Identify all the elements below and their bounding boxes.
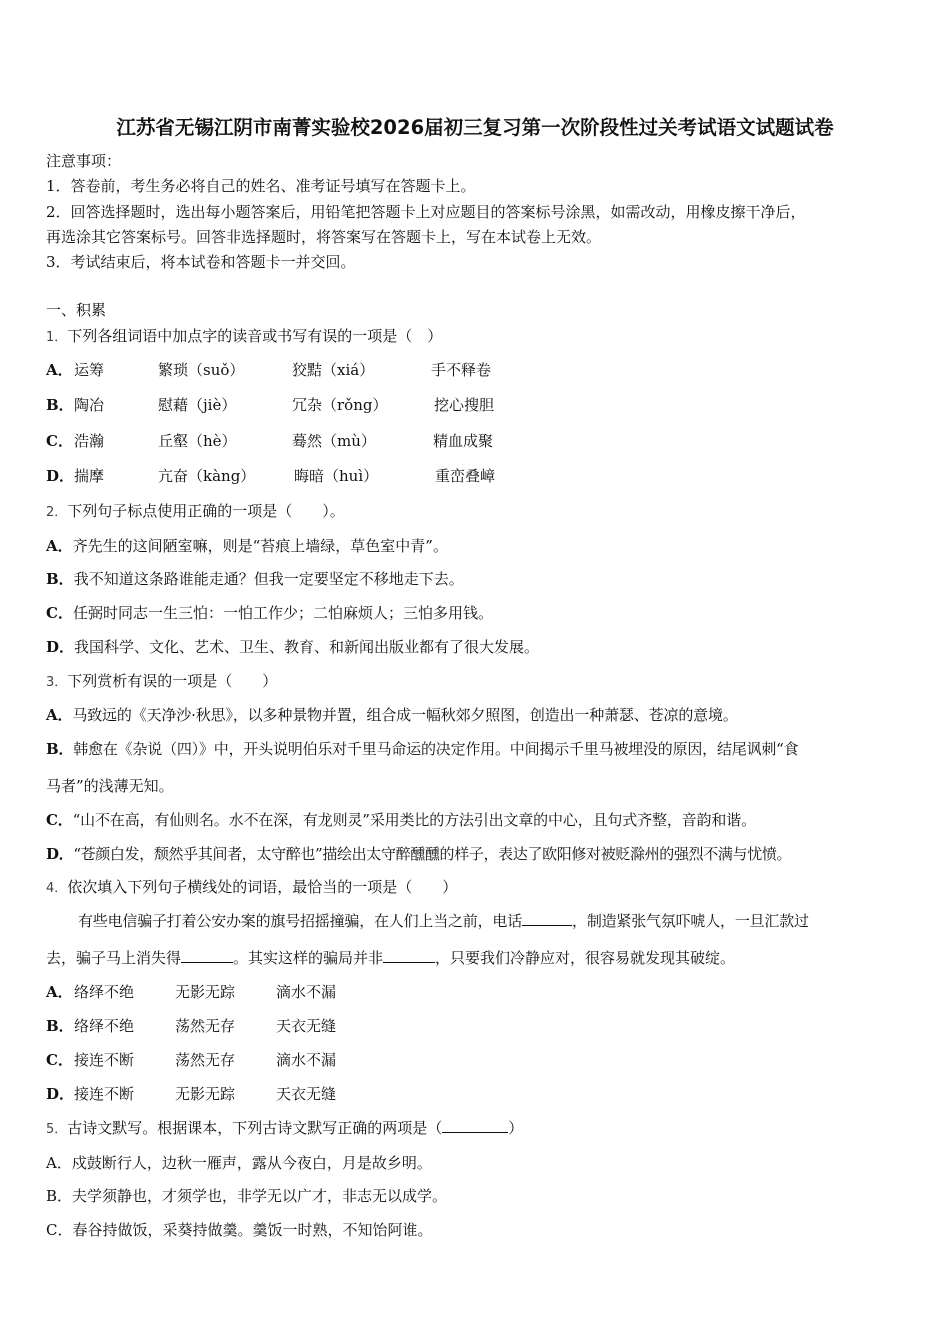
question-number: 5． [46,1122,68,1137]
q3-option-d [46,844,791,864]
option-text: 戍鼓断行人，边秋一雁声，露从今夜白，月是故乡明。 [71,1154,432,1172]
question-text: 下列各组词语中加点字的读音或书写有误的一项是（ ） [67,327,443,345]
answer-blank[interactable] [442,1118,508,1133]
q4-option-a-label: A． [46,983,73,1001]
q1-option-b-word: 陶冶 [74,396,105,414]
option-label: D． [46,845,74,863]
notice-heading: 注意事项： [46,152,122,170]
option-label: A． [46,706,73,724]
q1-option-a-label: A． [46,361,73,379]
exam-title: 江苏省无锡江阴市南菁实验校2026届初三复习第一次阶段性过关考试语文试题试卷 [116,116,834,139]
question-text: 下列赏析有误的一项是（ ） [67,672,278,690]
section-heading: 一、积累 [46,301,107,319]
q2-option-c [46,603,493,623]
passage-text: ，只要我们冷静应对，很容易就发现其破绽。 [435,949,736,967]
passage-text: 去，骗子马上消失得 [46,949,182,967]
q4-option-d-word: 天衣无缝 [276,1085,337,1103]
question-number: 2． [46,505,68,520]
q4-option-d-word: 接连不断 [74,1085,135,1103]
q4-option-a-word: 络绎不绝 [74,983,135,1001]
option-text: 韩愈在《杂说（四）》中，开头说明伯乐对千里马命运的决定作用。中间揭示千里马被埋没的原因，结尾讽刺“食 [73,740,799,758]
fill-blank-1[interactable] [522,911,572,926]
fill-blank-2[interactable] [181,948,233,963]
q1-option-b-word: 挖心搜胆 [434,396,495,414]
q2-option-a [46,536,448,556]
q4-option-b-label: B． [46,1017,74,1035]
option-label: D． [46,638,75,656]
option-label: C． [46,811,73,829]
notice-item-2: 2．回答选择题时，选出每小题答案后，用铅笔把答题卡上对应题目的答案标号涂黑，如需改动，用橡皮擦干净后， [46,203,806,221]
question-number: 4． [46,881,68,896]
option-text: 春谷持做饭，采葵持做羹。羹饭一时熟，不知饴阿谁。 [72,1221,433,1239]
notice-item-2-cont: 再选涂其它答案标号。回答非选择题时，将答案写在答题卡上，写在本试卷上无效。 [46,228,602,246]
question-text: 下列句子标点使用正确的一项是（ ）。 [67,502,345,520]
question-text: ） [508,1119,524,1137]
option-text: 马致远的《天净沙·秋思》，以多种景物并置，组合成一幅秋郊夕照图，创造出一种萧瑟、苍凉的意境。 [72,706,738,724]
option-label: A． [46,1154,72,1172]
option-label: C． [46,1221,73,1239]
option-text: “山不在高，有仙则名。水不在深，有龙则灵”采用类比的方法引出文章的中心，且句式齐整，音韵和谐。 [72,811,756,829]
q3-option-b-cont: 马者”的浅薄无知。 [46,777,174,795]
q1-option-a-word: 狡黠（xiá） [292,361,375,379]
question-5-stem [46,1118,523,1140]
question-text: 古诗文默写。根据课本，下列古诗文默写正确的两项是（ [67,1119,443,1137]
q4-passage-line-1 [78,911,809,931]
q2-option-d [46,637,539,657]
notice-item-3: 3．考试结束后，将本试卷和答题卡一并交回。 [46,253,356,271]
q5-option-a [46,1153,432,1173]
option-text: 夫学须静也，才须学也，非学无以广才，非志无以成学。 [72,1187,448,1205]
q1-option-c-word: 浩瀚 [74,432,105,450]
option-label: C． [46,604,73,622]
option-text: 我不知道这条路谁能走通？但我一定要坚定不移地走下去。 [73,570,464,588]
q4-option-c-word: 接连不断 [74,1051,135,1069]
q1-option-b-label: B． [46,396,74,414]
question-number: 3． [46,675,68,690]
option-text: “苍颜白发，颓然乎其间者，太守醉也”描绘出太守醉醺醺的样子，表达了欧阳修对被贬滁州的强烈不满与忧愤。 [73,845,792,863]
q4-option-b-word: 天衣无缝 [276,1017,337,1035]
q4-option-a-word: 滴水不漏 [276,983,337,1001]
q1-option-d-word: 揣摩 [74,467,105,485]
q1-option-d-label: D． [46,467,75,485]
notice-item-1: 1．答卷前，考生务必将自己的姓名、准考证号填写在答题卡上。 [46,177,476,195]
q4-option-a-word: 无影无踪 [175,983,236,1001]
q1-option-d-word: 亢奋（kàng） [158,467,256,485]
q3-option-a [46,705,738,725]
question-text: 依次填入下列句子横线处的词语，最恰当的一项是（ ） [67,878,458,896]
q4-option-c-word: 滴水不漏 [276,1051,337,1069]
option-label: A． [46,537,73,555]
q1-option-c-label: C． [46,432,73,450]
q4-option-c-label: C． [46,1051,73,1069]
question-number: 1． [46,330,68,345]
q4-option-d-word: 无影无踪 [175,1085,236,1103]
q2-option-b [46,569,464,589]
q4-option-b-word: 络绎不绝 [74,1017,135,1035]
question-3-stem [46,671,277,693]
option-text: 任弼时同志一生三怕：一怕工作少；二怕麻烦人；三怕多用钱。 [72,604,493,622]
option-text: 我国科学、文化、艺术、卫生、教育、和新闻出版业都有了很大发展。 [74,638,540,656]
q1-option-d-word: 重峦叠嶂 [435,467,496,485]
option-label: B． [46,570,74,588]
q1-option-c-word: 蓦然（mù） [292,432,376,450]
q1-option-d-word: 晦暗（huì） [294,467,379,485]
question-1-stem [46,326,442,348]
passage-text: ，制造紧张气氛吓唬人，一旦汇款过 [572,912,809,930]
q1-option-a-word: 繁琐（suǒ） [158,361,245,379]
option-label: B． [46,740,74,758]
passage-text: 有些电信骗子打着公安办案的旗号招摇撞骗，在人们上当之前，电话 [78,912,523,930]
q3-option-b [46,739,798,759]
q1-option-a-word: 运筹 [74,361,105,379]
option-text: 齐先生的这间陋室嘛，则是“苔痕上墙绿，草色室中青”。 [72,537,448,555]
q1-option-b-word: 冗杂（rǒng） [292,396,388,414]
q4-option-d-label: D． [46,1085,75,1103]
q1-option-c-word: 丘壑（hè） [158,432,237,450]
q1-option-b-word: 慰藉（jiè） [158,396,237,414]
passage-text: 。其实这样的骗局并非 [233,949,384,967]
q5-option-b [46,1186,447,1206]
fill-blank-3[interactable] [383,948,435,963]
q5-option-c [46,1220,433,1240]
q4-passage-line-2 [46,948,735,968]
q1-option-c-word: 精血成聚 [433,432,494,450]
q4-option-b-word: 荡然无存 [175,1017,236,1035]
q1-option-a-word: 手不释卷 [431,361,492,379]
q3-option-c [46,810,756,830]
option-label: B． [46,1187,73,1205]
question-4-stem [46,877,457,899]
q4-option-c-word: 荡然无存 [175,1051,236,1069]
question-2-stem [46,501,345,523]
